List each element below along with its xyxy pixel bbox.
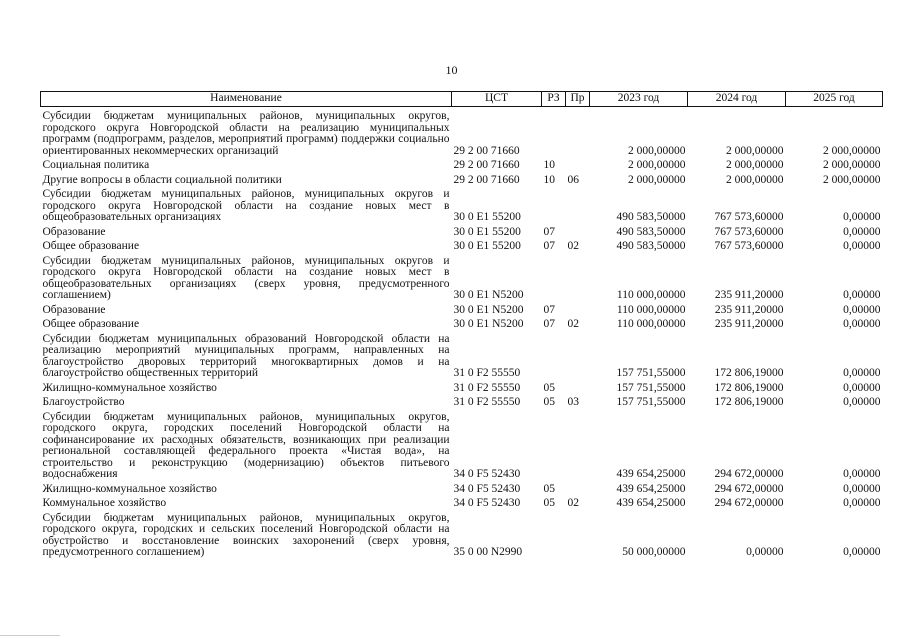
table-row: [41, 397, 883, 412]
cell-pr: 02: [567, 240, 579, 252]
cell-cst: 30 0 E1 55200: [453, 240, 521, 252]
cell-y2025: 0,00000: [843, 497, 881, 509]
cell-pr: 02: [567, 318, 579, 330]
header-pr: Пр: [566, 92, 590, 107]
cell-y2025: 0,00000: [843, 546, 881, 558]
cell-cst: 30 0 E1 N5200: [453, 289, 524, 301]
table-header-row: [41, 92, 883, 107]
page-number: 10: [445, 63, 458, 77]
cell-y2023: 490 583,50000: [616, 240, 686, 252]
table-row: [41, 256, 883, 305]
cell-name: Другие вопросы в области социальной политики: [42, 173, 282, 186]
cell-name: Субсидии бюджетам муниципальных образований Новгородской области на реализацию мероприятий муниципальных программ, направленных на благоустройство дворовых территорий многоквартирных домов и на благоустройство общественных территорий: [42, 332, 450, 379]
cell-y2023: 110 000,00000: [616, 303, 686, 316]
cell-pr: 06: [567, 173, 579, 186]
cell-y2023: 490 583,50000: [616, 225, 686, 238]
cell-rz: [542, 334, 566, 383]
cell-y2024: 767 573,60000: [714, 240, 784, 252]
table-row: [41, 319, 883, 334]
cell-y2023: 157 751,55000: [616, 367, 686, 379]
cell-y2024: 294 672,00000: [714, 482, 784, 495]
budget-table: [40, 91, 883, 562]
cell-pr: [566, 305, 590, 320]
cell-y2025: 0,00000: [843, 303, 881, 316]
cell-y2024: 2 000,00000: [726, 159, 784, 171]
cell-y2023: 2 000,00000: [628, 159, 686, 171]
cell-y2025: 2 000,00000: [823, 173, 881, 186]
cell-y2024: 0,00000: [746, 546, 784, 558]
cell-y2025: 2 000,00000: [823, 144, 881, 157]
cell-y2024: 2 000,00000: [726, 173, 784, 186]
cell-cst: 30 0 E1 55200: [453, 225, 521, 238]
cell-y2024: 172 806,19000: [714, 396, 784, 408]
cell-y2025: 0,00000: [843, 289, 881, 301]
cell-y2024: 294 672,00000: [714, 468, 784, 480]
cell-name: Образование: [42, 225, 106, 238]
page-edge-mark: [0, 635, 60, 640]
table-body: [41, 107, 883, 562]
table-row: [41, 334, 883, 383]
cell-y2023: 157 751,55000: [616, 396, 686, 408]
cell-y2024: 2 000,00000: [726, 144, 784, 157]
cell-cst: 34 0 F5 52430: [453, 497, 521, 509]
table-row: [41, 227, 883, 242]
cell-y2025: 0,00000: [843, 240, 881, 252]
cell-name: Благоустройство: [42, 396, 125, 408]
table-row: [41, 107, 883, 161]
cell-cst: 30 0 E1 N5200: [453, 318, 524, 330]
cell-pr: [566, 383, 590, 398]
cell-rz: 05: [543, 497, 555, 509]
cell-y2025: 0,00000: [843, 381, 881, 394]
cell-name: Общее образование: [42, 318, 140, 330]
cell-rz: 05: [543, 482, 555, 495]
cell-name: Субсидии бюджетам муниципальных районов, муниципальных округов, городского округа Новгородской области на реализацию муниципальных программ (подпрограмм, разделов, мероприятий программ) поддержки социально ориентированных некоммерческих организаций: [42, 110, 450, 157]
header-2023: 2023 год: [590, 92, 688, 107]
cell-name: Субсидии бюджетам муниципальных районов, муниципальных округов и городского округа Новгородской области на создание новых мест в общеобразовательных организациях (сверх уровня, предусмотренного соглашением): [42, 254, 450, 301]
cell-pr: 03: [567, 396, 579, 408]
cell-y2024: 235 911,20000: [714, 318, 784, 330]
cell-y2025: 0,00000: [843, 367, 881, 379]
cell-pr: [566, 484, 590, 499]
cell-name: Коммунальное хозяйство: [42, 497, 167, 509]
cell-rz: [542, 513, 566, 562]
cell-y2024: 294 672,00000: [714, 497, 784, 509]
cell-y2023: 439 654,25000: [616, 497, 686, 509]
cell-pr: 02: [567, 497, 579, 509]
table-row: [41, 498, 883, 513]
cell-y2025: 0,00000: [843, 468, 881, 480]
cell-rz: [542, 412, 566, 484]
table-row: [41, 189, 883, 227]
table-row: [41, 412, 883, 484]
header-cst: ЦСТ: [452, 92, 542, 107]
cell-name: Жилищно-коммунальное хозяйство: [42, 381, 217, 394]
table-row: [41, 175, 883, 190]
cell-y2025: 0,00000: [843, 318, 881, 330]
cell-rz: 07: [543, 225, 555, 238]
header-name: Наименование: [41, 92, 452, 107]
cell-rz: [542, 107, 566, 161]
cell-y2025: 0,00000: [843, 396, 881, 408]
cell-y2025: 0,00000: [843, 211, 881, 223]
cell-rz: 07: [543, 303, 555, 316]
cell-pr: [566, 227, 590, 242]
cell-y2024: 767 573,60000: [714, 225, 784, 238]
cell-pr: [566, 189, 590, 227]
cell-pr: [566, 412, 590, 484]
table-row: [41, 513, 883, 562]
cell-pr: [566, 513, 590, 562]
cell-rz: 10: [543, 159, 555, 171]
cell-cst: 31 0 F2 55550: [453, 381, 521, 394]
cell-y2023: 490 583,50000: [616, 211, 686, 223]
header-2024: 2024 год: [688, 92, 786, 107]
cell-name: Субсидии бюджетам муниципальных районов, муниципальных округов и городского округа Новгородской области на создание новых мест в общеобразовательных организациях: [42, 188, 450, 223]
cell-y2023: 50 000,00000: [622, 546, 686, 558]
table-row: [41, 160, 883, 175]
cell-y2025: 0,00000: [843, 482, 881, 495]
cell-rz: 05: [543, 381, 555, 394]
cell-y2025: 0,00000: [843, 225, 881, 238]
table-row: [41, 383, 883, 398]
cell-cst: 34 0 F5 52430: [453, 468, 521, 480]
cell-cst: 31 0 F2 55550: [453, 396, 521, 408]
cell-name: Субсидии бюджетам муниципальных районов, муниципальных округов, городского округа, городских поселений Новгородской области на софинансирование их расходных обязательств, возникающих при реализации региональной составляющей федерального проекта «Чистая вода», на строительство и реконструкцию (модернизацию) объектов питьевого водоснабжения: [42, 410, 450, 480]
cell-y2024: 172 806,19000: [714, 367, 784, 379]
cell-name: Социальная политика: [42, 159, 150, 171]
cell-y2023: 2 000,00000: [628, 144, 686, 157]
cell-cst: 30 0 E1 55200: [453, 211, 521, 223]
cell-rz: 10: [543, 173, 555, 186]
cell-pr: [566, 256, 590, 305]
cell-cst: 35 0 00 N2990: [453, 546, 523, 558]
header-rz: РЗ: [542, 92, 566, 107]
cell-y2023: 439 654,25000: [616, 468, 686, 480]
cell-pr: [566, 160, 590, 175]
cell-cst: 29 2 00 71660: [453, 173, 520, 186]
cell-pr: [566, 107, 590, 161]
cell-name: Жилищно-коммунальное хозяйство: [42, 482, 217, 495]
table-row: [41, 484, 883, 499]
cell-y2023: 2 000,00000: [628, 173, 686, 186]
cell-y2024: 235 911,20000: [714, 289, 784, 301]
cell-cst: 34 0 F5 52430: [453, 482, 521, 495]
cell-rz: 07: [543, 240, 555, 252]
cell-y2023: 157 751,55000: [616, 381, 686, 394]
cell-name: Общее образование: [42, 240, 140, 252]
cell-rz: [542, 189, 566, 227]
cell-cst: 29 2 00 71660: [453, 144, 520, 157]
cell-pr: [566, 334, 590, 383]
cell-y2023: 110 000,00000: [616, 289, 686, 301]
cell-y2023: 110 000,00000: [616, 318, 686, 330]
cell-rz: 05: [543, 396, 555, 408]
cell-y2024: 172 806,19000: [714, 381, 784, 394]
header-2025: 2025 год: [786, 92, 883, 107]
cell-cst: 30 0 E1 N5200: [453, 303, 524, 316]
cell-rz: [542, 256, 566, 305]
cell-y2024: 767 573,60000: [714, 211, 784, 223]
cell-name: Субсидии бюджетам муниципальных районов, муниципальных округов, городского округа, городских и сельских поселений Новгородской области на обустройство и восстановление воинских захоронений (сверх уровня, предусмотренного соглашением): [42, 511, 450, 558]
cell-cst: 29 2 00 71660: [453, 159, 520, 171]
cell-y2024: 235 911,20000: [714, 303, 784, 316]
table-row: [41, 241, 883, 256]
cell-rz: 07: [543, 318, 555, 330]
table-row: [41, 305, 883, 320]
cell-y2025: 2 000,00000: [823, 159, 881, 171]
cell-name: Образование: [42, 303, 106, 316]
cell-y2023: 439 654,25000: [616, 482, 686, 495]
cell-cst: 31 0 F2 55550: [453, 367, 521, 379]
